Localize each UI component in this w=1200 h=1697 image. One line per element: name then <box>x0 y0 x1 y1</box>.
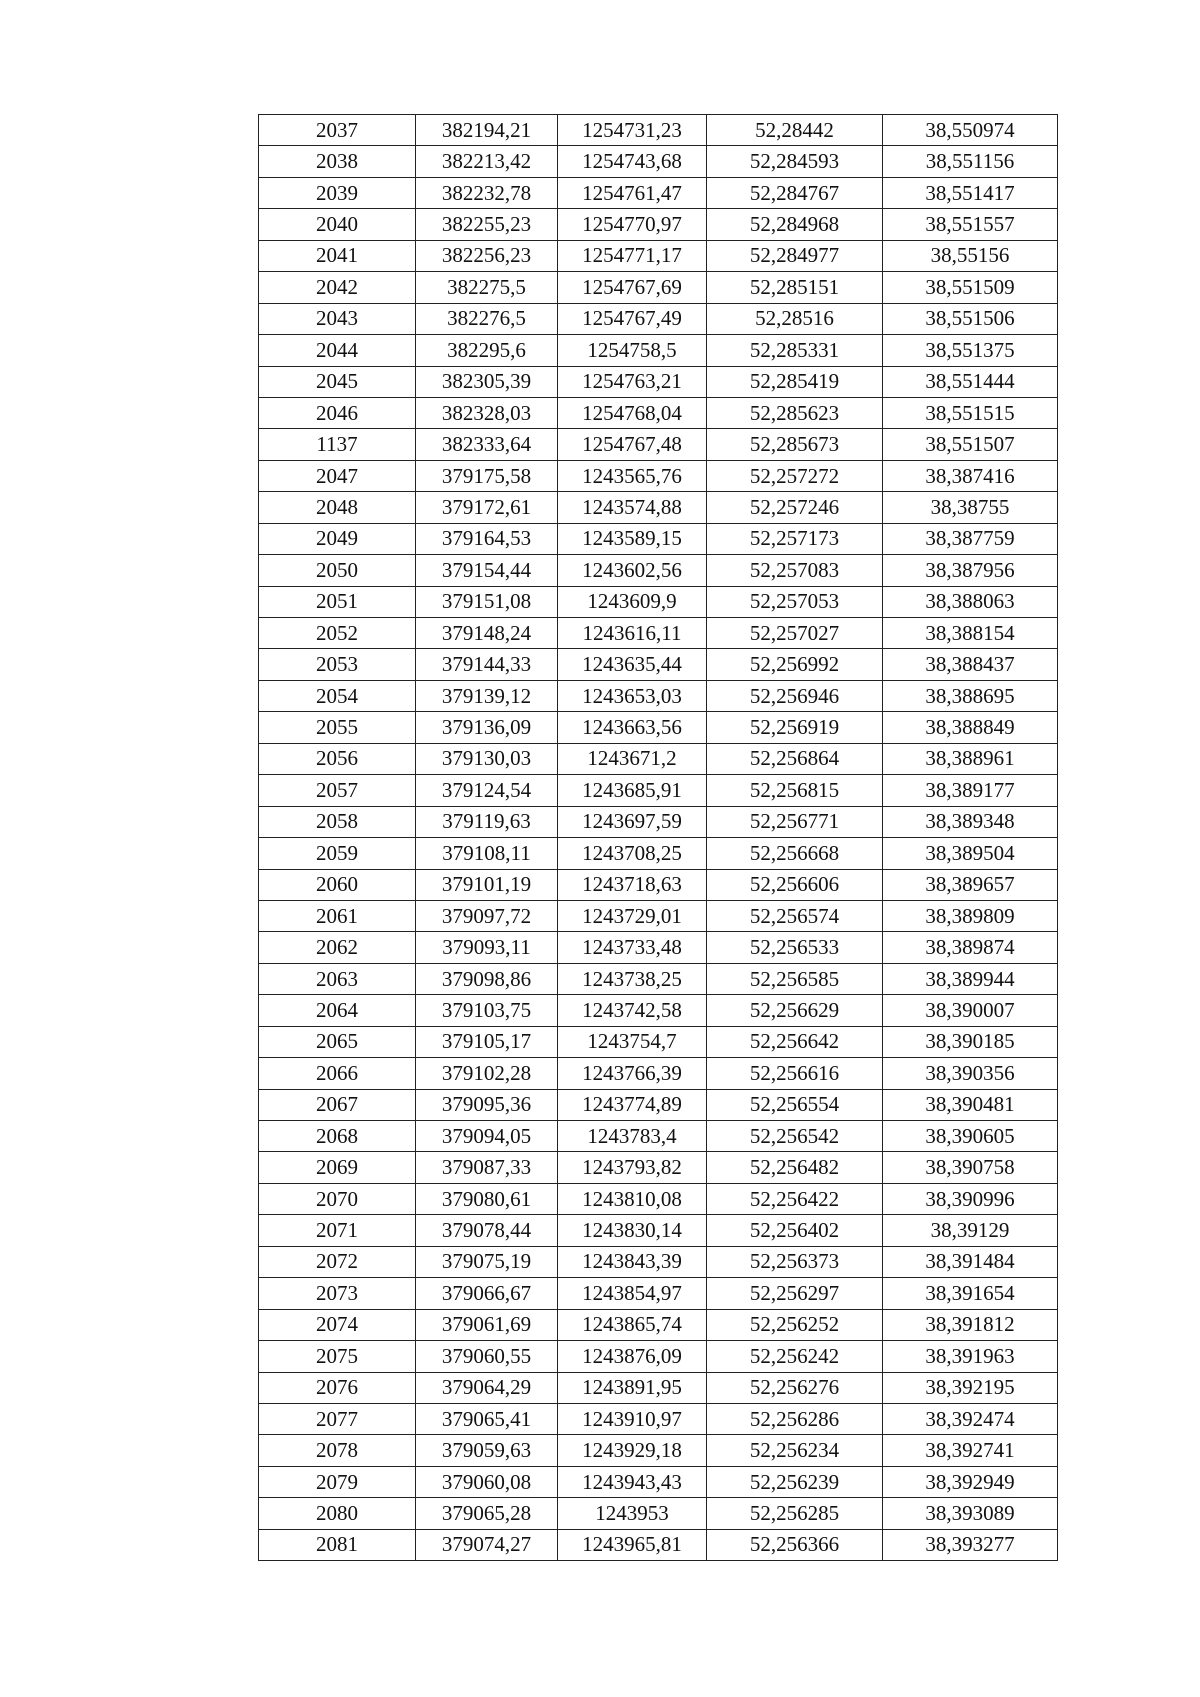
latitude-cell: 52,256554 <box>707 1089 883 1120</box>
point-number-cell: 2041 <box>259 240 416 271</box>
x-coordinate-cell: 382328,03 <box>416 397 558 428</box>
table-row <box>259 1372 1058 1403</box>
point-number-cell: 2061 <box>259 900 416 931</box>
latitude-cell: 52,256242 <box>707 1341 883 1372</box>
table-row <box>259 177 1058 208</box>
latitude-cell: 52,256992 <box>707 649 883 680</box>
x-coordinate-cell: 379060,08 <box>416 1466 558 1497</box>
y-coordinate-cell: 1243738,25 <box>558 963 707 994</box>
table-row <box>259 555 1058 586</box>
y-coordinate-cell: 1243671,2 <box>558 743 707 774</box>
point-number-cell: 2040 <box>259 209 416 240</box>
table-row <box>259 775 1058 806</box>
table-row <box>259 586 1058 617</box>
longitude-cell: 38,551507 <box>883 429 1058 460</box>
x-coordinate-cell: 382275,5 <box>416 272 558 303</box>
x-coordinate-cell: 379059,63 <box>416 1435 558 1466</box>
table-row <box>259 335 1058 366</box>
latitude-cell: 52,256373 <box>707 1246 883 1277</box>
x-coordinate-cell: 382255,23 <box>416 209 558 240</box>
y-coordinate-cell: 1243810,08 <box>558 1183 707 1214</box>
table-row <box>259 1529 1058 1560</box>
table-row <box>259 209 1058 240</box>
longitude-cell: 38,551417 <box>883 177 1058 208</box>
latitude-cell: 52,257173 <box>707 523 883 554</box>
point-number-cell: 2037 <box>259 115 416 146</box>
y-coordinate-cell: 1243965,81 <box>558 1529 707 1560</box>
x-coordinate-cell: 379148,24 <box>416 618 558 649</box>
y-coordinate-cell: 1254771,17 <box>558 240 707 271</box>
point-number-cell: 2072 <box>259 1246 416 1277</box>
table-row <box>259 1215 1058 1246</box>
point-number-cell: 2076 <box>259 1372 416 1403</box>
table-row <box>259 1026 1058 1057</box>
x-coordinate-cell: 379066,67 <box>416 1278 558 1309</box>
x-coordinate-cell: 379151,08 <box>416 586 558 617</box>
table-row <box>259 1152 1058 1183</box>
y-coordinate-cell: 1243943,43 <box>558 1466 707 1497</box>
latitude-cell: 52,256252 <box>707 1309 883 1340</box>
y-coordinate-cell: 1243929,18 <box>558 1435 707 1466</box>
table-row <box>259 492 1058 523</box>
point-number-cell: 2044 <box>259 335 416 366</box>
longitude-cell: 38,551515 <box>883 397 1058 428</box>
table-row <box>259 1466 1058 1497</box>
x-coordinate-cell: 379101,19 <box>416 869 558 900</box>
x-coordinate-cell: 379065,41 <box>416 1403 558 1434</box>
table-row <box>259 1341 1058 1372</box>
y-coordinate-cell: 1243565,76 <box>558 460 707 491</box>
latitude-cell: 52,256297 <box>707 1278 883 1309</box>
y-coordinate-cell: 1243910,97 <box>558 1403 707 1434</box>
y-coordinate-cell: 1243663,56 <box>558 712 707 743</box>
point-number-cell: 2055 <box>259 712 416 743</box>
table-row <box>259 995 1058 1026</box>
latitude-cell: 52,256234 <box>707 1435 883 1466</box>
table-row <box>259 712 1058 743</box>
latitude-cell: 52,256285 <box>707 1498 883 1529</box>
point-number-cell: 2050 <box>259 555 416 586</box>
y-coordinate-cell: 1243697,59 <box>558 806 707 837</box>
point-number-cell: 2054 <box>259 680 416 711</box>
x-coordinate-cell: 379175,58 <box>416 460 558 491</box>
y-coordinate-cell: 1254761,47 <box>558 177 707 208</box>
longitude-cell: 38,389874 <box>883 932 1058 963</box>
table-row <box>259 146 1058 177</box>
table-row <box>259 869 1058 900</box>
x-coordinate-cell: 379154,44 <box>416 555 558 586</box>
table-row <box>259 460 1058 491</box>
latitude-cell: 52,28442 <box>707 115 883 146</box>
x-coordinate-cell: 382295,6 <box>416 335 558 366</box>
x-coordinate-cell: 379074,27 <box>416 1529 558 1560</box>
point-number-cell: 2039 <box>259 177 416 208</box>
latitude-cell: 52,285151 <box>707 272 883 303</box>
latitude-cell: 52,256585 <box>707 963 883 994</box>
table-row <box>259 1435 1058 1466</box>
latitude-cell: 52,256366 <box>707 1529 883 1560</box>
point-number-cell: 2065 <box>259 1026 416 1057</box>
y-coordinate-cell: 1243865,74 <box>558 1309 707 1340</box>
latitude-cell: 52,256668 <box>707 838 883 869</box>
y-coordinate-cell: 1254763,21 <box>558 366 707 397</box>
x-coordinate-cell: 379065,28 <box>416 1498 558 1529</box>
point-number-cell: 2070 <box>259 1183 416 1214</box>
point-number-cell: 2077 <box>259 1403 416 1434</box>
point-number-cell: 2060 <box>259 869 416 900</box>
latitude-cell: 52,256771 <box>707 806 883 837</box>
longitude-cell: 38,390185 <box>883 1026 1058 1057</box>
table-row <box>259 1246 1058 1277</box>
y-coordinate-cell: 1243653,03 <box>558 680 707 711</box>
point-number-cell: 2038 <box>259 146 416 177</box>
latitude-cell: 52,257246 <box>707 492 883 523</box>
longitude-cell: 38,551156 <box>883 146 1058 177</box>
longitude-cell: 38,392949 <box>883 1466 1058 1497</box>
point-number-cell: 2081 <box>259 1529 416 1560</box>
latitude-cell: 52,256642 <box>707 1026 883 1057</box>
longitude-cell: 38,392474 <box>883 1403 1058 1434</box>
table-row <box>259 366 1058 397</box>
latitude-cell: 52,256616 <box>707 1058 883 1089</box>
longitude-cell: 38,39129 <box>883 1215 1058 1246</box>
point-number-cell: 2079 <box>259 1466 416 1497</box>
table-row <box>259 1403 1058 1434</box>
y-coordinate-cell: 1243793,82 <box>558 1152 707 1183</box>
x-coordinate-cell: 379124,54 <box>416 775 558 806</box>
longitude-cell: 38,391812 <box>883 1309 1058 1340</box>
x-coordinate-cell: 379164,53 <box>416 523 558 554</box>
latitude-cell: 52,257027 <box>707 618 883 649</box>
longitude-cell: 38,392741 <box>883 1435 1058 1466</box>
latitude-cell: 52,257053 <box>707 586 883 617</box>
latitude-cell: 52,256533 <box>707 932 883 963</box>
x-coordinate-cell: 379087,33 <box>416 1152 558 1183</box>
latitude-cell: 52,284767 <box>707 177 883 208</box>
point-number-cell: 2078 <box>259 1435 416 1466</box>
table-row <box>259 1089 1058 1120</box>
point-number-cell: 2066 <box>259 1058 416 1089</box>
point-number-cell: 2069 <box>259 1152 416 1183</box>
latitude-cell: 52,256629 <box>707 995 883 1026</box>
table-row <box>259 397 1058 428</box>
longitude-cell: 38,391654 <box>883 1278 1058 1309</box>
longitude-cell: 38,388961 <box>883 743 1058 774</box>
x-coordinate-cell: 379061,69 <box>416 1309 558 1340</box>
x-coordinate-cell: 379136,09 <box>416 712 558 743</box>
x-coordinate-cell: 382213,42 <box>416 146 558 177</box>
table-row <box>259 1121 1058 1152</box>
longitude-cell: 38,387956 <box>883 555 1058 586</box>
y-coordinate-cell: 1254743,68 <box>558 146 707 177</box>
point-number-cell: 2057 <box>259 775 416 806</box>
longitude-cell: 38,388849 <box>883 712 1058 743</box>
longitude-cell: 38,389809 <box>883 900 1058 931</box>
longitude-cell: 38,551509 <box>883 272 1058 303</box>
table-row <box>259 1058 1058 1089</box>
point-number-cell: 2071 <box>259 1215 416 1246</box>
x-coordinate-cell: 379130,03 <box>416 743 558 774</box>
point-number-cell: 2042 <box>259 272 416 303</box>
longitude-cell: 38,391963 <box>883 1341 1058 1372</box>
table-row <box>259 680 1058 711</box>
longitude-cell: 38,392195 <box>883 1372 1058 1403</box>
coordinates-table-body <box>259 115 1058 1561</box>
point-number-cell: 2048 <box>259 492 416 523</box>
longitude-cell: 38,550974 <box>883 115 1058 146</box>
y-coordinate-cell: 1243729,01 <box>558 900 707 931</box>
table-row <box>259 932 1058 963</box>
point-number-cell: 2080 <box>259 1498 416 1529</box>
x-coordinate-cell: 379102,28 <box>416 1058 558 1089</box>
x-coordinate-cell: 379108,11 <box>416 838 558 869</box>
latitude-cell: 52,256815 <box>707 775 883 806</box>
latitude-cell: 52,257083 <box>707 555 883 586</box>
x-coordinate-cell: 382232,78 <box>416 177 558 208</box>
point-number-cell: 2058 <box>259 806 416 837</box>
latitude-cell: 52,256542 <box>707 1121 883 1152</box>
y-coordinate-cell: 1243766,39 <box>558 1058 707 1089</box>
y-coordinate-cell: 1243589,15 <box>558 523 707 554</box>
longitude-cell: 38,393089 <box>883 1498 1058 1529</box>
longitude-cell: 38,389657 <box>883 869 1058 900</box>
latitude-cell: 52,284977 <box>707 240 883 271</box>
table-row <box>259 1278 1058 1309</box>
x-coordinate-cell: 382276,5 <box>416 303 558 334</box>
latitude-cell: 52,284968 <box>707 209 883 240</box>
y-coordinate-cell: 1243733,48 <box>558 932 707 963</box>
y-coordinate-cell: 1243774,89 <box>558 1089 707 1120</box>
y-coordinate-cell: 1243891,95 <box>558 1372 707 1403</box>
point-number-cell: 2062 <box>259 932 416 963</box>
latitude-cell: 52,256286 <box>707 1403 883 1434</box>
point-number-cell: 2074 <box>259 1309 416 1340</box>
longitude-cell: 38,389348 <box>883 806 1058 837</box>
point-number-cell: 2067 <box>259 1089 416 1120</box>
latitude-cell: 52,256239 <box>707 1466 883 1497</box>
table-row <box>259 272 1058 303</box>
y-coordinate-cell: 1254767,69 <box>558 272 707 303</box>
x-coordinate-cell: 379080,61 <box>416 1183 558 1214</box>
latitude-cell: 52,285673 <box>707 429 883 460</box>
point-number-cell: 1137 <box>259 429 416 460</box>
point-number-cell: 2052 <box>259 618 416 649</box>
table-row <box>259 618 1058 649</box>
latitude-cell: 52,256919 <box>707 712 883 743</box>
y-coordinate-cell: 1243854,97 <box>558 1278 707 1309</box>
latitude-cell: 52,256402 <box>707 1215 883 1246</box>
latitude-cell: 52,285331 <box>707 335 883 366</box>
y-coordinate-cell: 1254731,23 <box>558 115 707 146</box>
latitude-cell: 52,256482 <box>707 1152 883 1183</box>
table-row <box>259 1183 1058 1214</box>
point-number-cell: 2075 <box>259 1341 416 1372</box>
x-coordinate-cell: 379139,12 <box>416 680 558 711</box>
longitude-cell: 38,387759 <box>883 523 1058 554</box>
longitude-cell: 38,38755 <box>883 492 1058 523</box>
table-row <box>259 523 1058 554</box>
y-coordinate-cell: 1243876,09 <box>558 1341 707 1372</box>
x-coordinate-cell: 379119,63 <box>416 806 558 837</box>
point-number-cell: 2049 <box>259 523 416 554</box>
x-coordinate-cell: 379144,33 <box>416 649 558 680</box>
longitude-cell: 38,390758 <box>883 1152 1058 1183</box>
latitude-cell: 52,284593 <box>707 146 883 177</box>
x-coordinate-cell: 379097,72 <box>416 900 558 931</box>
y-coordinate-cell: 1243635,44 <box>558 649 707 680</box>
table-row <box>259 303 1058 334</box>
longitude-cell: 38,390996 <box>883 1183 1058 1214</box>
point-number-cell: 2043 <box>259 303 416 334</box>
longitude-cell: 38,388154 <box>883 618 1058 649</box>
longitude-cell: 38,388437 <box>883 649 1058 680</box>
longitude-cell: 38,389944 <box>883 963 1058 994</box>
longitude-cell: 38,388063 <box>883 586 1058 617</box>
y-coordinate-cell: 1254767,48 <box>558 429 707 460</box>
longitude-cell: 38,393277 <box>883 1529 1058 1560</box>
latitude-cell: 52,257272 <box>707 460 883 491</box>
latitude-cell: 52,285623 <box>707 397 883 428</box>
y-coordinate-cell: 1243574,88 <box>558 492 707 523</box>
latitude-cell: 52,256276 <box>707 1372 883 1403</box>
longitude-cell: 38,551375 <box>883 335 1058 366</box>
longitude-cell: 38,387416 <box>883 460 1058 491</box>
longitude-cell: 38,390605 <box>883 1121 1058 1152</box>
point-number-cell: 2056 <box>259 743 416 774</box>
y-coordinate-cell: 1243609,9 <box>558 586 707 617</box>
latitude-cell: 52,256574 <box>707 900 883 931</box>
latitude-cell: 52,256946 <box>707 680 883 711</box>
y-coordinate-cell: 1254767,49 <box>558 303 707 334</box>
x-coordinate-cell: 382333,64 <box>416 429 558 460</box>
latitude-cell: 52,256864 <box>707 743 883 774</box>
point-number-cell: 2064 <box>259 995 416 1026</box>
longitude-cell: 38,389177 <box>883 775 1058 806</box>
y-coordinate-cell: 1243742,58 <box>558 995 707 1026</box>
longitude-cell: 38,551506 <box>883 303 1058 334</box>
longitude-cell: 38,388695 <box>883 680 1058 711</box>
point-number-cell: 2068 <box>259 1121 416 1152</box>
point-number-cell: 2053 <box>259 649 416 680</box>
y-coordinate-cell: 1243754,7 <box>558 1026 707 1057</box>
longitude-cell: 38,551444 <box>883 366 1058 397</box>
y-coordinate-cell: 1254758,5 <box>558 335 707 366</box>
table-row <box>259 115 1058 146</box>
longitude-cell: 38,390356 <box>883 1058 1058 1089</box>
x-coordinate-cell: 379095,36 <box>416 1089 558 1120</box>
y-coordinate-cell: 1243708,25 <box>558 838 707 869</box>
x-coordinate-cell: 379098,86 <box>416 963 558 994</box>
x-coordinate-cell: 382256,23 <box>416 240 558 271</box>
latitude-cell: 52,28516 <box>707 303 883 334</box>
x-coordinate-cell: 379060,55 <box>416 1341 558 1372</box>
table-row <box>259 649 1058 680</box>
y-coordinate-cell: 1243685,91 <box>558 775 707 806</box>
y-coordinate-cell: 1254770,97 <box>558 209 707 240</box>
point-number-cell: 2045 <box>259 366 416 397</box>
point-number-cell: 2073 <box>259 1278 416 1309</box>
table-row <box>259 963 1058 994</box>
x-coordinate-cell: 379094,05 <box>416 1121 558 1152</box>
point-number-cell: 2063 <box>259 963 416 994</box>
x-coordinate-cell: 379103,75 <box>416 995 558 1026</box>
point-number-cell: 2051 <box>259 586 416 617</box>
longitude-cell: 38,390481 <box>883 1089 1058 1120</box>
table-row <box>259 900 1058 931</box>
x-coordinate-cell: 382194,21 <box>416 115 558 146</box>
longitude-cell: 38,391484 <box>883 1246 1058 1277</box>
table-row <box>259 806 1058 837</box>
table-row <box>259 1498 1058 1529</box>
longitude-cell: 38,55156 <box>883 240 1058 271</box>
x-coordinate-cell: 379075,19 <box>416 1246 558 1277</box>
x-coordinate-cell: 379105,17 <box>416 1026 558 1057</box>
y-coordinate-cell: 1243830,14 <box>558 1215 707 1246</box>
table-row <box>259 838 1058 869</box>
table-row <box>259 743 1058 774</box>
x-coordinate-cell: 379172,61 <box>416 492 558 523</box>
point-number-cell: 2059 <box>259 838 416 869</box>
longitude-cell: 38,551557 <box>883 209 1058 240</box>
y-coordinate-cell: 1243843,39 <box>558 1246 707 1277</box>
y-coordinate-cell: 1243783,4 <box>558 1121 707 1152</box>
table-row <box>259 429 1058 460</box>
y-coordinate-cell: 1243602,56 <box>558 555 707 586</box>
x-coordinate-cell: 379064,29 <box>416 1372 558 1403</box>
longitude-cell: 38,390007 <box>883 995 1058 1026</box>
x-coordinate-cell: 379078,44 <box>416 1215 558 1246</box>
longitude-cell: 38,389504 <box>883 838 1058 869</box>
y-coordinate-cell: 1254768,04 <box>558 397 707 428</box>
table-row <box>259 240 1058 271</box>
y-coordinate-cell: 1243953 <box>558 1498 707 1529</box>
table-row <box>259 1309 1058 1340</box>
y-coordinate-cell: 1243616,11 <box>558 618 707 649</box>
point-number-cell: 2047 <box>259 460 416 491</box>
latitude-cell: 52,256606 <box>707 869 883 900</box>
y-coordinate-cell: 1243718,63 <box>558 869 707 900</box>
latitude-cell: 52,285419 <box>707 366 883 397</box>
x-coordinate-cell: 382305,39 <box>416 366 558 397</box>
point-number-cell: 2046 <box>259 397 416 428</box>
x-coordinate-cell: 379093,11 <box>416 932 558 963</box>
coordinates-table <box>258 114 1058 1561</box>
latitude-cell: 52,256422 <box>707 1183 883 1214</box>
